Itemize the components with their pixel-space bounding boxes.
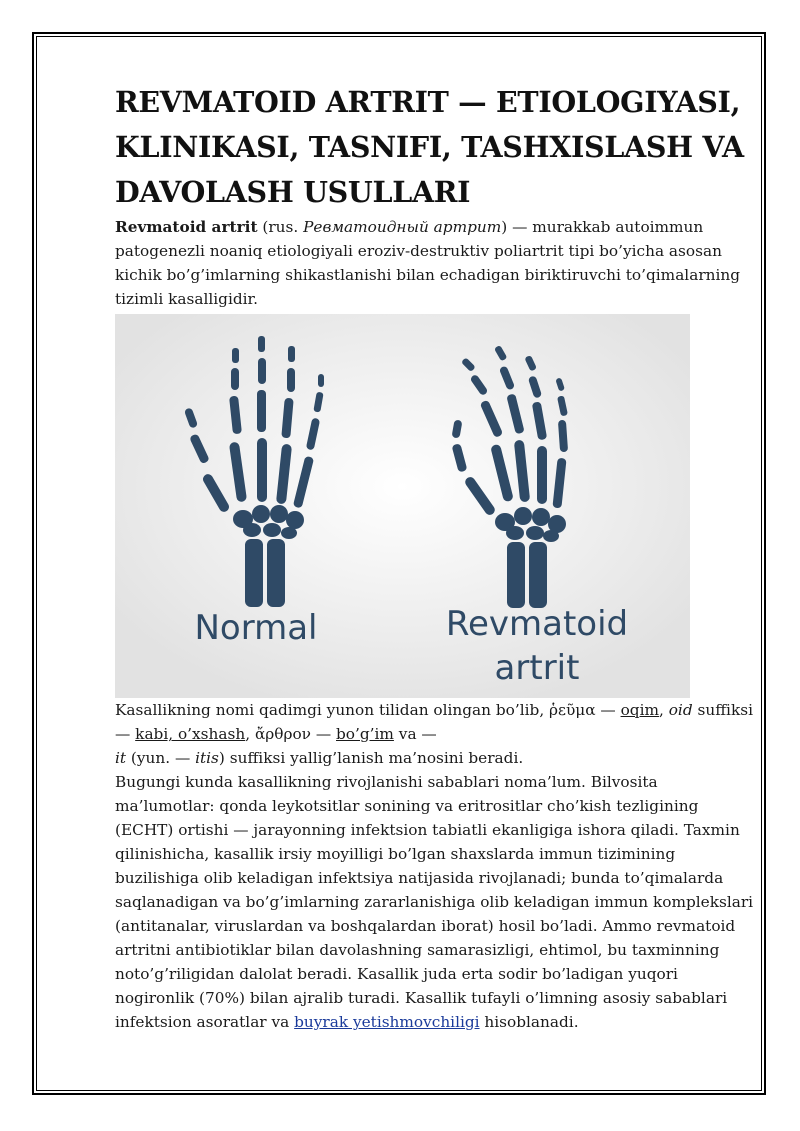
- russian-term: Ревматоидный артрит: [303, 218, 502, 236]
- link-oqim[interactable]: oqim: [620, 701, 659, 719]
- text: ) suffiksi yallig’lanish ma’nosini beradi.: [218, 749, 524, 767]
- greek-word: ἄρθρον: [254, 725, 311, 743]
- term-bold: Revmatoid artrit: [115, 218, 258, 236]
- hands-illustration-svg: [115, 314, 690, 698]
- intro-text: (rus.: [257, 218, 304, 236]
- text: Kasallikning nomi qadimgi yunon tilidan olingan bo’lib,: [115, 701, 550, 719]
- text: va —: [393, 725, 437, 743]
- italic-it: it: [115, 749, 127, 767]
- hands-illustration: [115, 314, 690, 698]
- text: —: [310, 725, 337, 743]
- text: suffiksi —: [115, 701, 753, 743]
- text: ,: [658, 701, 669, 719]
- etymology-paragraph: [115, 698, 755, 770]
- text: —: [595, 701, 621, 719]
- intro-paragraph: [115, 215, 755, 311]
- article: [115, 80, 755, 1034]
- text: (yun. —: [126, 749, 196, 767]
- body-text: Bugungi kunda kasallikning rivojlanishi sabablari noma’lum. Bilvosita ma’lumotlar: qonda leykotsitlar sonining va eritrositlar cho’kish tezligining (ECHT) ortishi — jarayonning infektsion tabiatli ekanligiga ishora qiladi. Taxmin qilinishicha, kasallik irsiy moyilligi bo’lgan shaxslarda immun tizimining buzilishiga olib keladigan infektsiya natijasida rivojlanadi; bunda to’qimalarda saqlanadigan va bo’g’imlarning zararlanishiga olib keladigan immun komplekslari (antitanalar, viruslardan va boshqalardan iborat) hosil bo’ladi. Ammo revmatoid artritni antibiotiklar bilan davolashning samarasizligi, ehtimol, bu taxminning noto’g’riligidan dalolat beradi. Kasallik juda erta sodir bo’ladigan yuqori nogironlik (70%) bilan ajralib turadi. Kasallik tufayli o’limning asosiy sabablari infektsion asoratlar va: [115, 773, 754, 1031]
- italic-itis: itis: [195, 749, 219, 767]
- italic-oid: oid: [668, 701, 693, 719]
- greek-word: ῥεῦμα: [549, 701, 596, 719]
- link-kabi[interactable]: kabi, o’xshash: [135, 725, 246, 743]
- label-ra-line2: artrit: [494, 648, 580, 688]
- body-paragraph: [115, 770, 755, 1034]
- body-text-end: hisoblanadi.: [479, 1013, 579, 1031]
- intro-rest: ) — murakkab autoimmun patogenezli noaniq etiologiyali eroziv-destruktiv poliartrit tipi bo’yicha asosan kichik bo’g’imlarning shikastlanishi bilan echadigan biriktiruvchi to’qimalarning tizimli kasalligidir.: [115, 218, 741, 308]
- label-ra-line1: Revmatoid: [445, 604, 629, 644]
- page-title: REVMATOID ARTRIT — ETIOLOGIYASI, KLINIKASI, TASNIFI, TASHXISLASH VA DAVOLASH USULLARI: [115, 85, 744, 209]
- text: ,: [245, 725, 255, 743]
- label-normal: Normal: [194, 608, 318, 648]
- link-buyrak[interactable]: buyrak yetishmovchiligi: [294, 1013, 480, 1031]
- link-bogim[interactable]: bo’g’im: [336, 725, 394, 743]
